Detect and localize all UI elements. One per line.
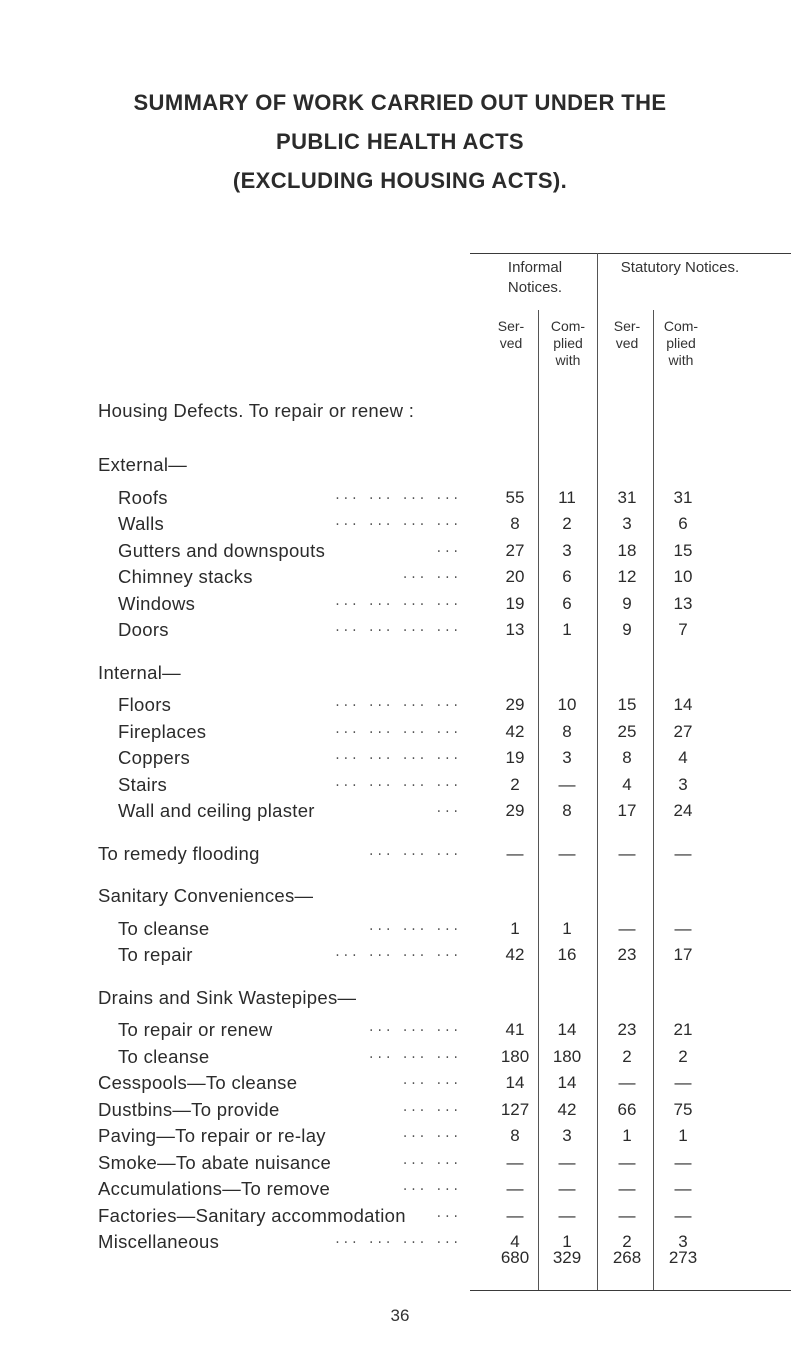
table-cell: 8 <box>622 748 632 767</box>
table-cell: — <box>618 1073 636 1092</box>
leader-dots: ... ... <box>402 1151 462 1168</box>
leader-dots: ... ... <box>402 1178 462 1194</box>
table-cell: 31 <box>617 487 637 507</box>
leader-dots: ... ... ... ... <box>335 619 462 635</box>
table-cell: 127 <box>500 1099 530 1119</box>
table-cell: — <box>618 1205 636 1225</box>
table-cell: 23 <box>617 945 637 964</box>
table-cell: 15 <box>617 695 637 714</box>
leader-dots: ... ... ... ... <box>335 1231 462 1247</box>
table-cell: 3 <box>678 1232 688 1251</box>
table-cell: 4 <box>622 774 632 794</box>
table-cell: 8 <box>562 801 572 820</box>
table-cell: 14 <box>505 1073 525 1092</box>
table-row <box>0 1152 800 1178</box>
table-cell: 8 <box>510 514 520 533</box>
table-cell: 14 <box>557 1020 577 1039</box>
row-label: Stairs <box>118 773 168 795</box>
leader-dots: ... ... ... <box>369 1019 462 1035</box>
leader-dots: ... ... ... ... <box>335 747 462 763</box>
row-label: Dustbins—To provide <box>98 1098 280 1120</box>
table-cell: 23 <box>617 1020 637 1039</box>
table-row <box>0 1178 800 1204</box>
section-heading-label: Sanitary Conveniences— <box>98 885 314 906</box>
table-cell: 17 <box>673 945 693 964</box>
table-cell: 9 <box>622 593 632 613</box>
page-number: 36 <box>390 1306 410 1325</box>
table-row <box>0 721 800 747</box>
leader-dots: ... ... ... ... <box>335 694 462 710</box>
table-cell: 6 <box>562 567 572 586</box>
row-label: Floors <box>118 694 172 715</box>
table-cell: 29 <box>505 695 525 714</box>
table-cell: 13 <box>673 593 693 613</box>
table-cell: — <box>674 918 692 938</box>
table-top-rule <box>470 253 791 254</box>
table-row <box>0 1125 800 1151</box>
table-cell: 2 <box>622 1046 632 1066</box>
leader-dots: ... ... <box>402 1125 462 1141</box>
table-cell: 19 <box>505 593 525 613</box>
table-cell: 1 <box>562 918 572 938</box>
table-cell: — <box>558 843 576 863</box>
table-cell: 10 <box>557 695 577 714</box>
section-heading-label: Drains and Sink Wastepipes— <box>98 986 357 1008</box>
section-heading <box>0 885 800 911</box>
table-cell: 27 <box>505 540 525 560</box>
table-cell: 19 <box>505 748 525 767</box>
table-cell: 24 <box>673 801 693 820</box>
table-cell: 2 <box>622 1232 632 1251</box>
section-heading-label: Housing Defects. To repair or renew : <box>98 400 415 421</box>
table-cell: 42 <box>557 1099 577 1119</box>
table-row <box>0 774 800 800</box>
table-cell: 2 <box>678 1046 688 1066</box>
table-cell: 12 <box>617 567 637 586</box>
table-row <box>0 593 800 619</box>
table-cell: — <box>674 1073 692 1092</box>
table-cell: 3 <box>678 774 688 794</box>
col-head-statutory-served: Ser- ved <box>613 318 641 351</box>
table-cell: 3 <box>562 748 572 767</box>
table-cell: 14 <box>557 1073 577 1092</box>
row-label: To remedy flooding <box>98 842 260 864</box>
total-cell: 273 <box>668 1248 698 1267</box>
table-cell: 180 <box>500 1046 530 1066</box>
table-cell: 8 <box>510 1126 520 1145</box>
table-cell: 3 <box>622 514 632 533</box>
table-cell: — <box>506 1205 524 1225</box>
table-row <box>0 800 800 826</box>
table-row <box>0 694 800 720</box>
row-label: Factories—Sanitary accommodation <box>98 1204 406 1226</box>
table-row <box>0 513 800 539</box>
table-cell: — <box>506 1179 524 1198</box>
leader-dots: ... ... ... ... <box>335 486 462 503</box>
table-cell: — <box>618 1152 636 1172</box>
table-cell: 55 <box>505 487 525 507</box>
table-cell: 13 <box>505 620 525 639</box>
table-cell: 29 <box>505 801 525 820</box>
leader-dots: ... ... ... ... <box>335 720 462 737</box>
table-cell: 41 <box>505 1020 525 1039</box>
table-row <box>0 918 800 944</box>
row-label: Gutters and downspouts <box>118 539 326 561</box>
table-cell: 4 <box>678 748 688 767</box>
row-label: To cleanse <box>118 1045 210 1067</box>
table-cell: 27 <box>673 721 693 741</box>
table-cell: 20 <box>505 567 525 586</box>
table-cell: 180 <box>552 1046 582 1066</box>
table-cell: 2 <box>510 774 520 794</box>
total-cell: 268 <box>612 1248 642 1267</box>
table-cell: — <box>674 1152 692 1172</box>
table-cell: — <box>558 1179 576 1198</box>
table-cell: 11 <box>558 487 576 507</box>
leader-dots: ... ... ... <box>369 842 462 859</box>
table-bottom-rule <box>470 1290 791 1291</box>
leader-dots: ... <box>436 539 462 556</box>
table-row <box>0 1019 800 1045</box>
table-cell: 7 <box>678 620 688 639</box>
table-cell: — <box>506 843 524 863</box>
table-cell: 3 <box>562 540 572 560</box>
row-label: Chimney stacks <box>118 566 253 587</box>
section-heading <box>0 400 800 426</box>
row-label: To repair <box>118 944 193 965</box>
table-cell: 4 <box>510 1232 520 1251</box>
table-row <box>0 1046 800 1072</box>
table-cell: 31 <box>673 487 693 507</box>
row-label: Windows <box>118 592 196 614</box>
table-cell: — <box>674 1179 692 1198</box>
table-row <box>0 1072 800 1098</box>
section-heading <box>0 454 800 480</box>
total-cell: 329 <box>552 1248 582 1267</box>
table-cell: 66 <box>617 1099 637 1119</box>
row-label: Walls <box>118 513 165 534</box>
totals-row <box>0 1247 800 1273</box>
table-cell: — <box>506 1152 524 1172</box>
table-row <box>0 843 800 869</box>
section-heading <box>0 987 800 1013</box>
leader-dots: ... ... <box>402 1098 462 1115</box>
leader-dots: ... <box>436 800 462 816</box>
table-cell: — <box>674 843 692 863</box>
table-cell: — <box>558 1205 576 1225</box>
table-cell: 1 <box>510 918 520 938</box>
table-cell: — <box>558 774 576 794</box>
leader-dots: ... ... <box>402 566 462 582</box>
leader-dots: ... ... ... <box>369 1045 462 1062</box>
table-cell: 8 <box>562 721 572 741</box>
row-label: Fireplaces <box>118 720 207 742</box>
table-cell: 1 <box>622 1126 632 1145</box>
table-cell: 1 <box>678 1126 688 1145</box>
leader-dots: ... ... ... ... <box>335 513 462 529</box>
title-line-1: SUMMARY OF WORK CARRIED OUT UNDER THE <box>133 90 667 115</box>
table-cell: 17 <box>617 801 637 820</box>
table-cell: 75 <box>673 1099 693 1119</box>
leader-dots: ... ... ... ... <box>335 944 462 960</box>
leader-dots: ... ... ... <box>369 917 462 934</box>
table-cell: 42 <box>505 721 525 741</box>
table-cell: 42 <box>505 945 525 964</box>
table-cell: — <box>558 1152 576 1172</box>
table-cell: 25 <box>617 721 637 741</box>
row-label: Doors <box>118 619 169 640</box>
table-cell: 14 <box>673 695 693 714</box>
table-cell: — <box>674 1205 692 1225</box>
total-cell: 680 <box>500 1248 530 1267</box>
leader-dots: ... ... <box>402 1072 462 1088</box>
row-label: Cesspools—To cleanse <box>98 1072 298 1093</box>
table-cell: 9 <box>622 620 632 639</box>
table-cell: 6 <box>562 593 572 613</box>
row-label: Wall and ceiling plaster <box>118 800 315 821</box>
table-row <box>0 1099 800 1125</box>
table-cell: 2 <box>562 514 572 533</box>
title-line-3: (EXCLUDING HOUSING ACTS). <box>232 168 568 193</box>
table-cell: 10 <box>673 567 693 586</box>
row-label: To cleanse <box>118 917 210 939</box>
row-label: Roofs <box>118 486 168 508</box>
row-label: Paving—To repair or re-lay <box>98 1125 326 1146</box>
table-cell: 18 <box>617 540 637 560</box>
table-cell: 16 <box>557 945 577 964</box>
leader-dots: ... ... ... ... <box>335 773 462 790</box>
table-row <box>0 619 800 645</box>
table-row <box>0 487 800 513</box>
title-line-2: PUBLIC HEALTH ACTS <box>276 129 524 154</box>
leader-dots: ... <box>436 1204 462 1221</box>
table-cell: 15 <box>673 540 693 560</box>
table-cell: 1 <box>562 1232 572 1251</box>
col-head-informal-complied: Com- plied with <box>550 318 586 368</box>
table-row <box>0 747 800 773</box>
table-cell: — <box>618 1179 636 1198</box>
table-row <box>0 944 800 970</box>
section-heading-label: Internal— <box>98 661 181 683</box>
table-cell: 1 <box>562 620 572 639</box>
table-row <box>0 1205 800 1231</box>
row-label: Smoke—To abate nuisance <box>98 1151 332 1173</box>
row-label: Accumulations—To remove <box>98 1178 331 1199</box>
table-row <box>0 566 800 592</box>
col-head-informal-served: Ser- ved <box>497 318 525 351</box>
col-head-statutory-complied: Com- plied with <box>663 318 699 368</box>
table-cell: 6 <box>678 514 688 533</box>
section-heading <box>0 662 800 688</box>
table-cell: — <box>618 843 636 863</box>
group-head-informal: Informal Notices. <box>507 259 563 296</box>
table-cell: — <box>618 918 636 938</box>
row-label: Miscellaneous <box>98 1231 220 1252</box>
row-label: Coppers <box>118 747 191 768</box>
table-row <box>0 540 800 566</box>
section-heading-label: External— <box>98 454 188 475</box>
group-head-statutory: Statutory Notices. <box>620 259 740 276</box>
leader-dots: ... ... ... ... <box>335 592 462 609</box>
row-label: To repair or renew <box>118 1019 273 1040</box>
table-cell: 3 <box>562 1126 572 1145</box>
table-cell: 21 <box>673 1020 693 1039</box>
